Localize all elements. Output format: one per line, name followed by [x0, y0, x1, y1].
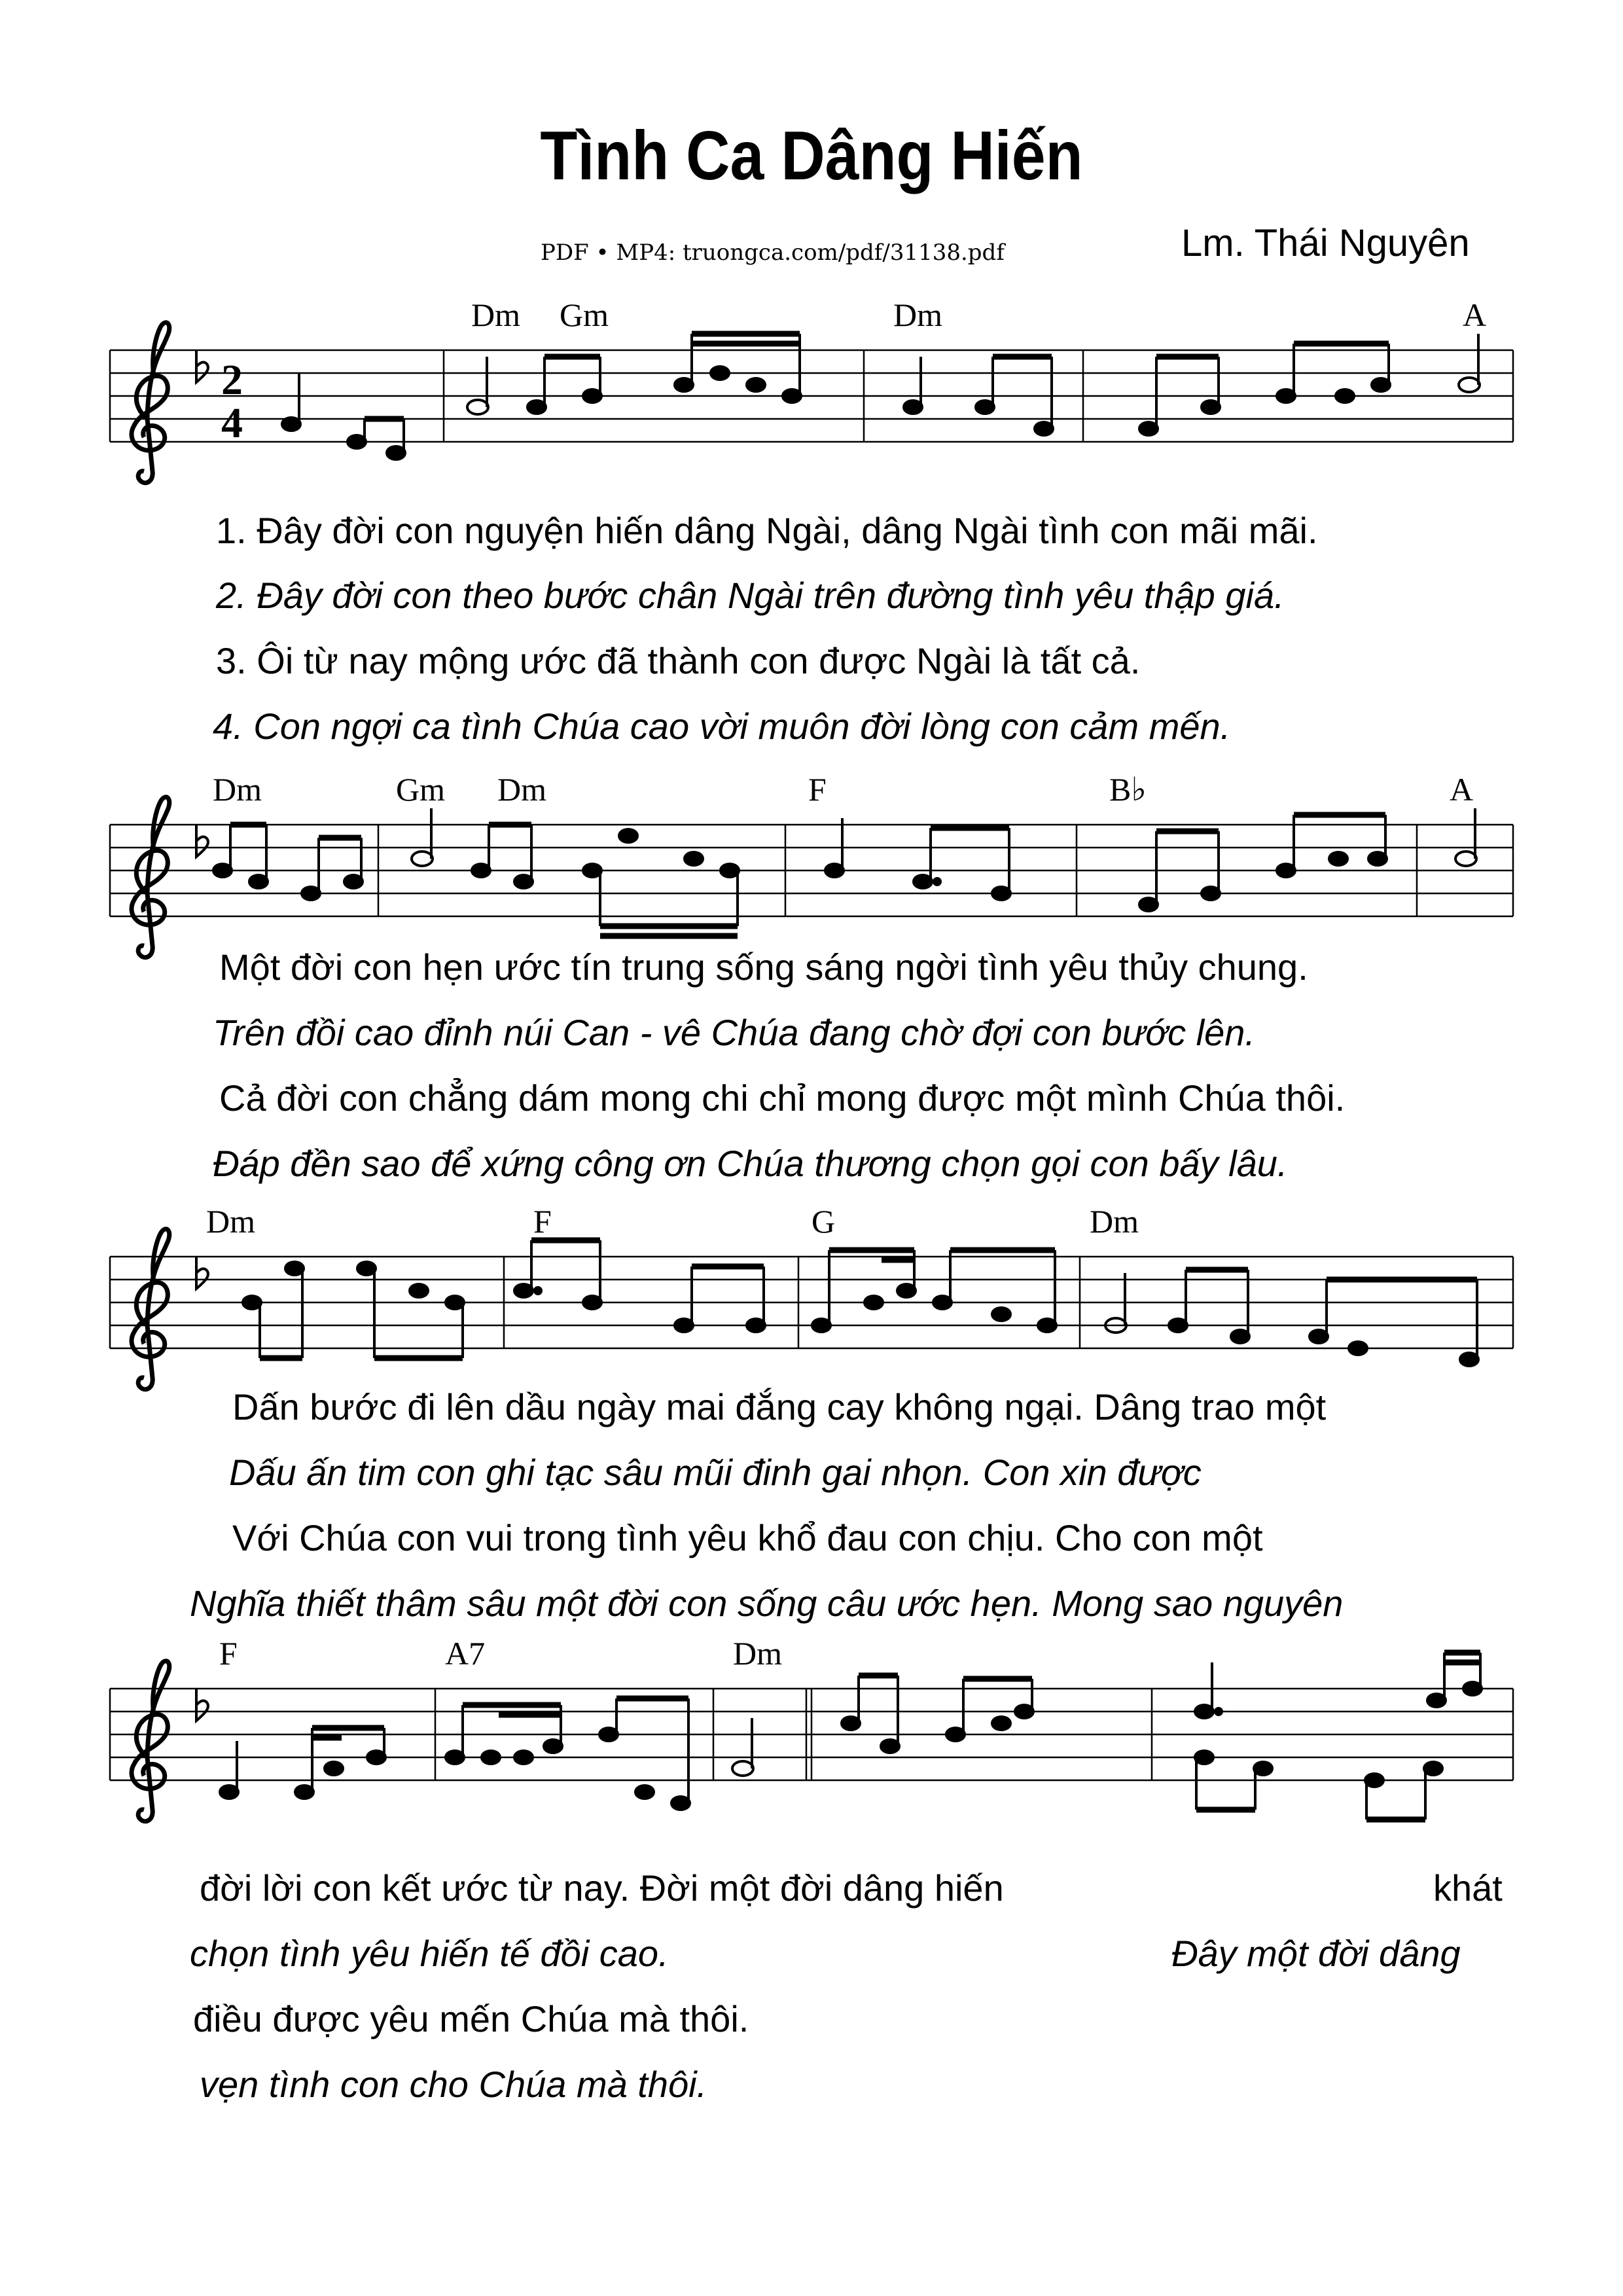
- lyric-line: 3. Ôi từ nay mộng ước đã thành con được Ngài là tất cả.: [216, 640, 1141, 681]
- key-signature-flat: [196, 1257, 208, 1289]
- notes: [220, 1653, 1482, 1820]
- treble-clef: [132, 1229, 169, 1390]
- time-signature-top: 2: [221, 356, 243, 404]
- key-signature-flat: [196, 825, 208, 857]
- treble-clef: [132, 323, 169, 483]
- chord-symbol: Dm: [471, 296, 520, 333]
- staff-lines: [110, 1689, 1513, 1780]
- treble-clef: [132, 797, 169, 958]
- chord-symbol: B♭: [1109, 771, 1147, 808]
- lyric-line: chọn tình yêu hiến tế đồi cao.: [190, 1933, 669, 1974]
- key-signature-flat: [196, 351, 208, 382]
- chord-symbol: Dm: [213, 771, 262, 808]
- key-signature-flat: [196, 1689, 208, 1721]
- system-2: [110, 771, 1513, 958]
- chord-symbol: Dm: [733, 1635, 782, 1672]
- staff-lines: [110, 350, 1513, 442]
- source-link[interactable]: PDF • MP4: truongca.com/pdf/31138.pdf: [541, 240, 1005, 266]
- system-4: [110, 1635, 1513, 1821]
- lyric-line: Một đời con hẹn ước tín trung sống sáng ngời tình yêu thủy chung.: [219, 946, 1308, 988]
- chord-symbol: F: [808, 771, 827, 808]
- lyric-line: vẹn tình con cho Chúa mà thôi.: [200, 2064, 707, 2105]
- time-signature-bottom: 4: [221, 399, 243, 447]
- chord-symbol: Dm: [893, 296, 942, 333]
- composer-name: Lm. Thái Nguyên: [1181, 222, 1470, 264]
- lyric-line: Đáp đền sao để xứng công ơn Chúa thương chọn gọi con bấy lâu.: [213, 1143, 1288, 1184]
- chord-symbol: Gm: [560, 296, 609, 333]
- system-1: [110, 296, 1513, 483]
- lyric-line: Cả đời con chẳng dám mong chi chỉ mong được một mình Chúa thôi.: [219, 1077, 1346, 1119]
- lyric-line: Với Chúa con vui trong tình yêu khổ đau con chịu. Cho con một: [232, 1517, 1263, 1558]
- chord-symbol: F: [219, 1635, 238, 1672]
- lyric-line: Nghĩa thiết thâm sâu một đời con sống câu ước hẹn. Mong sao nguyên: [190, 1583, 1344, 1624]
- chord-symbol: Dm: [206, 1203, 255, 1240]
- staff-lines: [110, 1257, 1513, 1348]
- lyric-line: Trên đồi cao đỉnh núi Can - vê Chúa đang chờ đợi con bước lên.: [213, 1012, 1255, 1053]
- chord-symbol: A: [1450, 771, 1474, 808]
- lyric-extra: khát: [1433, 1867, 1503, 1909]
- lyric-line: điều được yêu mến Chúa mà thôi.: [193, 1998, 749, 2039]
- chord-symbol: A: [1463, 296, 1487, 333]
- chord-symbol: Dm: [1090, 1203, 1139, 1240]
- lyric-extra: Đây một đời dâng: [1171, 1933, 1461, 1974]
- lyric-line: 1. Đây đời con nguyện hiến dâng Ngài, dâng Ngài tình con mãi mãi.: [216, 510, 1318, 551]
- lyric-line: đời lời con kết ước từ nay. Đời một đời dâng hiến: [200, 1867, 1004, 1909]
- lyric-line: Dấn bước đi lên dầu ngày mai đắng cay không ngại. Dâng trao một: [232, 1386, 1327, 1427]
- lyric-line: 4. Con ngợi ca tình Chúa cao vời muôn đời lòng con cảm mến.: [213, 706, 1231, 747]
- chord-symbol: G: [812, 1203, 836, 1240]
- lyric-line: 2. Đây đời con theo bước chân Ngài trên đường tình yêu thập giá.: [216, 575, 1285, 616]
- song-title: Tình Ca Dâng Hiến: [540, 117, 1083, 194]
- treble-clef: [132, 1661, 169, 1821]
- system-3: [110, 1203, 1513, 1390]
- chord-symbol: A7: [445, 1635, 486, 1672]
- lyric-line: Dấu ấn tim con ghi tạc sâu mũi đinh gai nhọn. Con xin được: [229, 1452, 1202, 1493]
- chord-symbol: Gm: [396, 771, 445, 808]
- chord-symbol: Dm: [497, 771, 546, 808]
- chord-symbol: F: [533, 1203, 552, 1240]
